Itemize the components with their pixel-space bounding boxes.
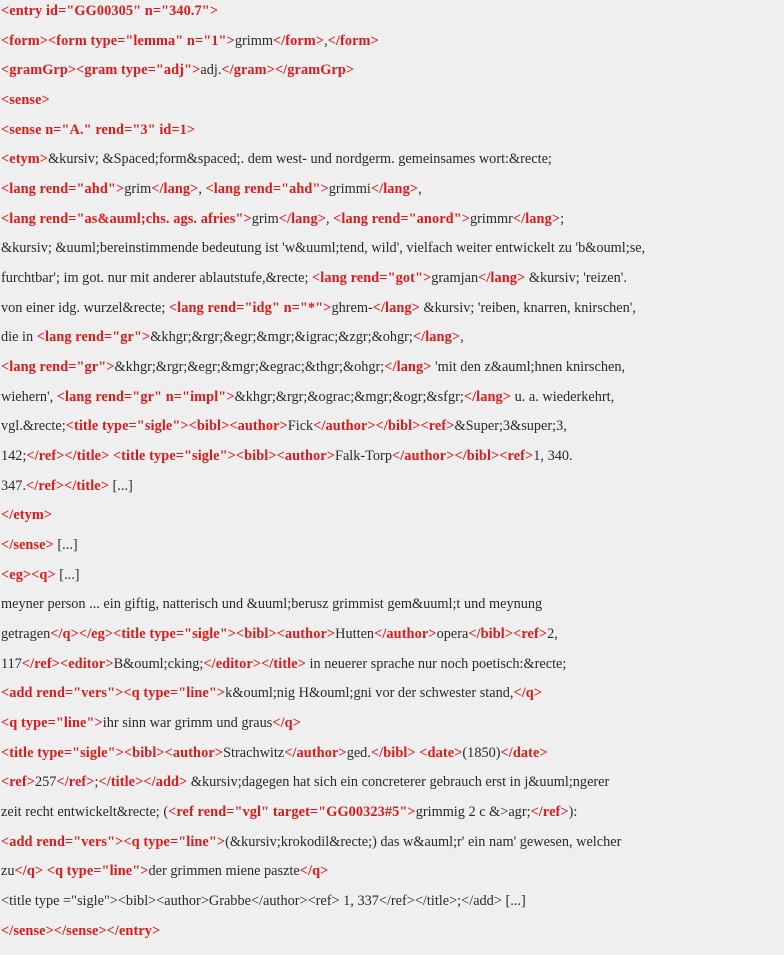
source-line [0,682,784,712]
source-line [0,653,784,683]
xml-tag: <title type="sigle"><bibl><author> [65,418,288,435]
xml-tag: </bibl><ref> [468,626,548,643]
xml-tag: </ref> [530,804,569,821]
text-content: Falk-Torp [335,448,392,465]
source-line [0,119,784,149]
source-line [0,237,784,267]
text-content: grim [124,181,152,198]
text-content: grim [251,210,279,227]
source-line [0,504,784,534]
source-line [0,148,784,178]
xml-tag: <add rend="vers"><q type="line"> [1,833,226,850]
source-line [0,771,784,801]
xml-tag: </gram></gramGrp> [221,62,355,79]
xml-tag: </author> [284,744,347,761]
source-line [0,623,784,653]
xml-tag: </lang> [463,388,512,405]
text-content: &khgr;&rgr;&egr;&mgr;&igrac;&zgr;&ohgr; [150,329,413,346]
text-content: 1, 340. [533,448,573,465]
text-content: Fick [287,418,314,435]
xml-tag: <etym> [1,151,49,168]
xml-tag: </lang> [372,299,420,316]
xml-tag: <eg><q> [1,566,56,583]
xml-tag: </etym> [1,507,53,524]
source-line [0,415,784,445]
xml-tag: </title></add> [98,774,188,791]
text-content: , [460,329,464,346]
xml-tag: <lang rend="idg" n="*"> [168,299,332,316]
xml-tag: <sense> [1,92,50,109]
text-content: &khgr;&rgr;&ograc;&mgr;&ogr;&sfgr; [234,388,464,405]
text-content: 'mit den z&auml;hnen knirschen, [431,359,626,376]
source-line [0,920,784,950]
text-content: vgl.&recte; [1,418,66,435]
text-content: ; [94,774,99,791]
text-content: 2, [547,626,558,643]
source-line [0,445,784,475]
source-line [0,59,784,89]
source-line [0,890,784,920]
xml-tag: <lang rend="anord"> [333,210,471,227]
text-content: getragen [1,626,51,643]
xml-tag: <gramGrp><gram type="adj"> [1,62,201,79]
xml-tag: <ref> [1,774,35,791]
source-line [0,475,784,505]
text-content: furchtbar'; im got. nur mit anderer ablautstufe,&recte; [1,270,313,287]
source-line [0,534,784,564]
xml-tag: </ref> [56,774,95,791]
xml-tag: </author> [374,626,437,643]
xml-tag: </ref></title> [26,448,110,465]
source-line [0,178,784,208]
text-content: gramjan [431,270,479,287]
text-content: ged. [346,744,371,761]
text-content: der grimmen miene paszte [148,863,300,880]
xml-tag: </author></bibl><ref> [313,418,455,435]
xml-tag: </lang> [370,181,419,198]
text-content: 257 [35,774,57,791]
text-content: Hutten [335,626,375,643]
text-content: &kursiv;dagegen hat sich ein concreterer gebrauch erst in j&uuml;ngerer [187,774,610,791]
xml-tag: <lang rend="ahd"> [205,181,329,198]
text-content: (&kursiv;krokodil&recte;) das w&auml;r' ein nam' gewesen, welcher [225,833,622,850]
text-content: von einer idg. wurzel&recte; [1,299,169,316]
source-line [0,386,784,416]
source-line [0,297,784,327]
text-content: 117 [1,655,22,672]
xml-tag: <form><form type="lemma" n="1"> [1,32,235,49]
source-line [0,89,784,119]
xml-tag: </q> [299,863,329,880]
xml-tag: <entry id="GG00305" n="340.7"> [1,3,219,19]
xml-tag: </lang> [384,359,432,376]
text-content: , [198,181,206,198]
source-line [0,564,784,594]
text-content: grimmig 2 c &>agr; [415,804,531,821]
text-content: grimmr [470,210,513,227]
xml-tag: </ref><editor> [21,655,114,672]
text-content: grimm [234,32,273,49]
text-content: <title type ="sigle"><bibl><author>Grabbe</author><ref> 1, 337</ref></title>;</add> [...] [1,893,526,910]
source-line [0,208,784,238]
xml-tag: </sense> [1,537,54,554]
xml-tag: <add rend="vers"><q type="line"> [1,685,226,702]
xml-tag: </ref></title> [26,477,109,494]
source-line [0,326,784,356]
text-content: &Super;3&super;3, [454,418,567,435]
text-content: ihr sinn war grimm und graus [102,715,273,732]
xml-tag: <lang rend="gr"> [36,329,151,346]
xml-tag: </lang> [278,210,326,227]
text-content: [...] [53,537,78,554]
xml-tag: <lang rend="ahd"> [1,181,125,198]
text-content: opera [436,626,469,643]
text-content: B&ouml;cking; [113,655,204,672]
xml-tag: <ref rend="vgl" target="GG00323#5"> [168,804,416,821]
text-content: u. a. wiederkehrt, [511,388,615,405]
text-content: zu [1,863,15,880]
source-line [0,860,784,890]
xml-tag: </bibl> [370,744,416,761]
xml-tag: <q type="line"> [1,715,103,732]
text-content: 142; [1,448,27,465]
xml-tag: </q> [513,685,543,702]
text-content: , [325,210,334,227]
text-content: adj. [200,62,222,79]
source-line [0,267,784,297]
source-line [0,742,784,772]
text-content: , [324,32,328,49]
source-line [0,30,784,60]
text-content: k&ouml;nig H&ouml;gni vor der schwester stand, [225,685,514,702]
text-content: (1850) [462,744,501,761]
xml-tag: <title type="sigle"><bibl><author> [112,448,335,465]
text-content: &kursiv; &uuml;bereinstimmende bedeutung ist 'w&uuml;tend, wild', vielfach weiter entwickelt zu 'b&ouml;se, [1,240,646,257]
xml-tag: </sense></sense></entry> [1,922,161,939]
xml-tag: <sense n="A." rend="3" id=1> [1,121,196,138]
text-content: [...] [108,477,133,494]
source-line [0,356,784,386]
xml-tag: <q type="line"> [46,863,149,880]
text-content: Strachwitz [223,744,285,761]
text-content: &kursiv; 'reiben, knarren, knirschen', [419,299,636,316]
source-line [0,593,784,623]
xml-tag: </q></eg><title type="sigle"><bibl><author> [50,626,336,643]
xml-tag: </date> [500,744,548,761]
text-content: ): [568,804,578,821]
xml-tag: </author></bibl><ref> [391,448,534,465]
source-line [0,801,784,831]
source-line [0,831,784,861]
text-content: 347. [1,477,27,494]
xml-tag: </q> [14,863,44,880]
xml-tag: </lang> [151,181,199,198]
text-content: &kursiv; 'reizen'. [525,270,627,287]
xml-tag: </q> [272,715,301,732]
xml-tag: </form> [272,32,325,49]
xml-tag: </lang> [512,210,561,227]
text-content: in neuerer sprache nur noch poetisch:&recte; [305,655,567,672]
xml-tag: <lang rend="got"> [312,270,432,287]
xml-tag: </editor></title> [203,655,306,672]
xml-tag: </lang> [412,329,461,346]
source-line [0,712,784,742]
xml-tag: <lang rend="gr" n="impl"> [56,388,235,405]
text-content: die in [1,329,37,346]
text-content: ghrem- [331,299,373,316]
xml-tag: <date> [419,744,463,761]
text-content: [...] [55,566,80,583]
xml-tag: <title type="sigle"><bibl><author> [1,744,224,761]
xml-tag: </lang> [478,270,526,287]
text-content: meyner person ... ein giftig, natterisch und &uuml;berusz grimmist gem&uuml;t und meynung [1,596,543,613]
text-content: &khgr;&rgr;&egr;&mgr;&egrac;&thgr;&ohgr; [114,359,385,376]
xml-tag: <lang rend="as&auml;chs. ags. afries"> [1,210,252,227]
text-content: wiehern', [1,388,57,405]
text-content: grimmi [328,181,371,198]
xml-tag: <lang rend="gr"> [1,359,115,376]
text-content: , [418,181,422,198]
text-content: ; [560,210,565,227]
xml-tag: </form> [327,32,379,49]
text-content: zeit recht entwickelt&recte; ( [1,804,169,821]
source-line [0,0,784,30]
text-content: &kursiv; &Spaced;form&spaced;. dem west- und nordgerm. gemeinsames wort:&recte; [48,151,552,168]
